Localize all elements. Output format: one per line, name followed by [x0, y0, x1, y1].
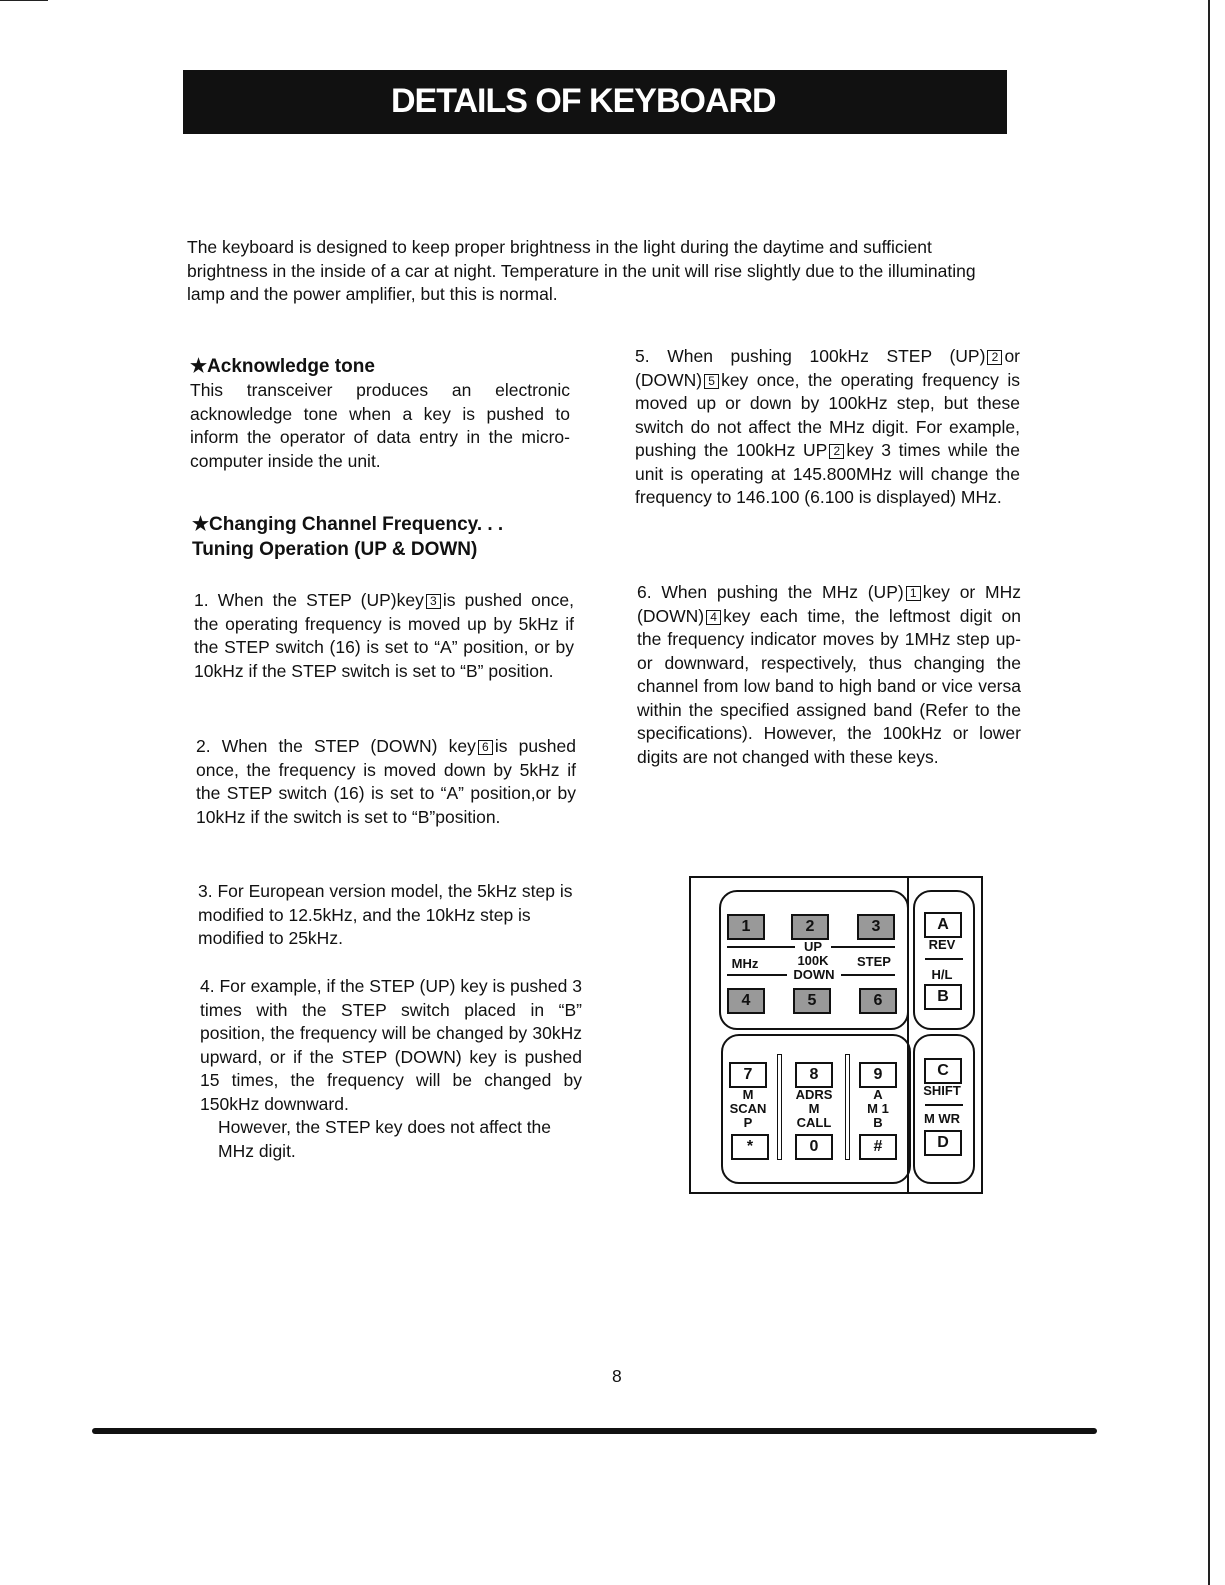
- bottom-rule: [92, 1428, 1097, 1434]
- separator: [777, 1054, 782, 1160]
- text: key 3 times while the unit is operating at 145.800MHz will change the frequency to 146.100 (6.100 is displayed) MHz.: [635, 440, 1020, 507]
- key-c: C: [924, 1058, 962, 1084]
- key-group-cd: [913, 1034, 975, 1184]
- key-1-icon: 1: [906, 586, 921, 601]
- text: For example, pushing the 100kHz UP: [635, 416, 1020, 460]
- text: 4. For example, if the STEP (UP) key is pushed 3 times with the STEP switch placed in “B” position, the frequency will be changed by 30kHz upward, or if the STEP (DOWN) key is pushed 15 times, the frequency will be changed by 150kHz downward.: [200, 976, 582, 1114]
- m-scan-label: M SCAN P: [729, 1087, 767, 1130]
- adrs-mcall-label: ADRS M CALL: [795, 1087, 833, 1130]
- key-5: 5: [793, 988, 831, 1014]
- key-2: 2: [791, 914, 829, 940]
- line: [925, 958, 963, 960]
- key-0: 0: [795, 1134, 833, 1160]
- intro-paragraph: The keyboard is designed to keep proper brightness in the light during the daytime and sufficient brightness in the inside of a car at night. Temperature in the unit will rise slightly due to the illuminating lamp and the power amplifier, but this is normal.: [187, 237, 976, 304]
- changing-heading-1: ★Changing Channel Frequency. . .: [192, 514, 504, 535]
- line: [727, 974, 787, 976]
- acknowledge-heading: ★Acknowledge tone: [190, 356, 375, 377]
- line: [727, 946, 795, 948]
- key-6: 6: [859, 988, 897, 1014]
- text: 1. When the STEP (UP)key: [194, 590, 424, 610]
- scan-edge: [1208, 0, 1210, 1585]
- item-4: [200, 975, 582, 1163]
- keyboard-diagram: [689, 876, 983, 1194]
- item-2: [196, 735, 576, 829]
- text: 2. When the STEP (DOWN) key: [196, 736, 476, 756]
- text: is pushed once, the frequency is moved down by 5kHz if the STEP switch (16) is set to “A” position,or by 10kHz if the switch is set to “B”position.: [196, 736, 576, 827]
- 100k-label: 100K: [797, 953, 829, 968]
- text: key or MHz (DOWN): [637, 582, 1021, 626]
- text: 6. When pushing the MHz (UP): [637, 582, 904, 602]
- mhz-label: MHz: [731, 956, 759, 971]
- key-d: D: [924, 1130, 962, 1156]
- shift-label: SHIFT: [923, 1083, 961, 1098]
- text: or (DOWN): [635, 346, 1020, 390]
- key-3: 3: [857, 914, 895, 940]
- key-4: 4: [727, 988, 765, 1014]
- step-label: STEP: [857, 954, 891, 969]
- page-title: [183, 70, 1007, 134]
- rev-label: REV: [928, 937, 956, 952]
- mwr-label: M WR: [923, 1111, 961, 1126]
- key-b: B: [924, 984, 962, 1010]
- key-2-icon: 2: [987, 350, 1002, 365]
- line: [831, 946, 895, 948]
- key-1: 1: [727, 914, 765, 940]
- text: However, the STEP key does not affect the MHz digit.: [218, 1117, 552, 1161]
- item-6: [637, 581, 1021, 769]
- key-2-icon: 2: [829, 444, 844, 459]
- text: key each time, the leftmost digit on the frequency indicator moves by 1MHz step up- or downward, respectively, thus changing the channel from low band to high band or vice versa within the specified assigned band (Refer to the specifications). However, the 100kHz or lower digits are not changed with these keys.: [637, 605, 1021, 767]
- text: is pushed once, the operating frequency is moved up by 5kHz if the STEP switch (16) is set to “A” position, or by 10kHz if the STEP switch is set to “B” position.: [194, 590, 574, 681]
- acknowledge-section: [190, 354, 570, 473]
- hl-label: H/L: [931, 967, 953, 982]
- separator: [845, 1054, 850, 1160]
- text: 5. When pushing 100kHz STEP (UP): [635, 346, 986, 366]
- item-1: [194, 589, 574, 683]
- item-5: [635, 345, 1020, 510]
- changing-heading-2: Tuning Operation (UP & DOWN): [192, 539, 478, 560]
- item-3: 3. For European version model, the 5kHz step is modified to 12.5kHz, and the 10kHz step is modified to 25kHz.: [198, 881, 573, 948]
- key-9: 9: [859, 1062, 897, 1088]
- acknowledge-body: This transceiver produces an electronic acknowledge tone when a key is pushed to inform the operator of data entry in the micro-computer inside the unit.: [190, 380, 570, 471]
- key-hash: #: [859, 1134, 897, 1160]
- key-5-icon: 5: [704, 374, 719, 389]
- up-label: UP: [803, 939, 823, 954]
- title-text: DETAILS OF KEYBOARD: [391, 82, 776, 120]
- key-3-icon: 3: [426, 594, 441, 609]
- text: key once, the operating frequency is moved up or down by 100kHz step, but these switch do not affect the MHz digit.: [635, 369, 1020, 437]
- line: [841, 974, 895, 976]
- key-star: *: [731, 1134, 769, 1160]
- page-number: 8: [612, 1366, 622, 1386]
- am1b-label: A M 1 B: [867, 1087, 889, 1130]
- key-4-icon: 4: [706, 610, 721, 625]
- scan-edge: [0, 0, 48, 1]
- key-7: 7: [729, 1062, 767, 1088]
- key-a: A: [924, 912, 962, 938]
- line: [925, 1104, 963, 1106]
- key-8: 8: [795, 1062, 833, 1088]
- down-label: DOWN: [793, 967, 835, 982]
- changing-section: [192, 512, 592, 562]
- key-6-icon: 6: [478, 740, 493, 755]
